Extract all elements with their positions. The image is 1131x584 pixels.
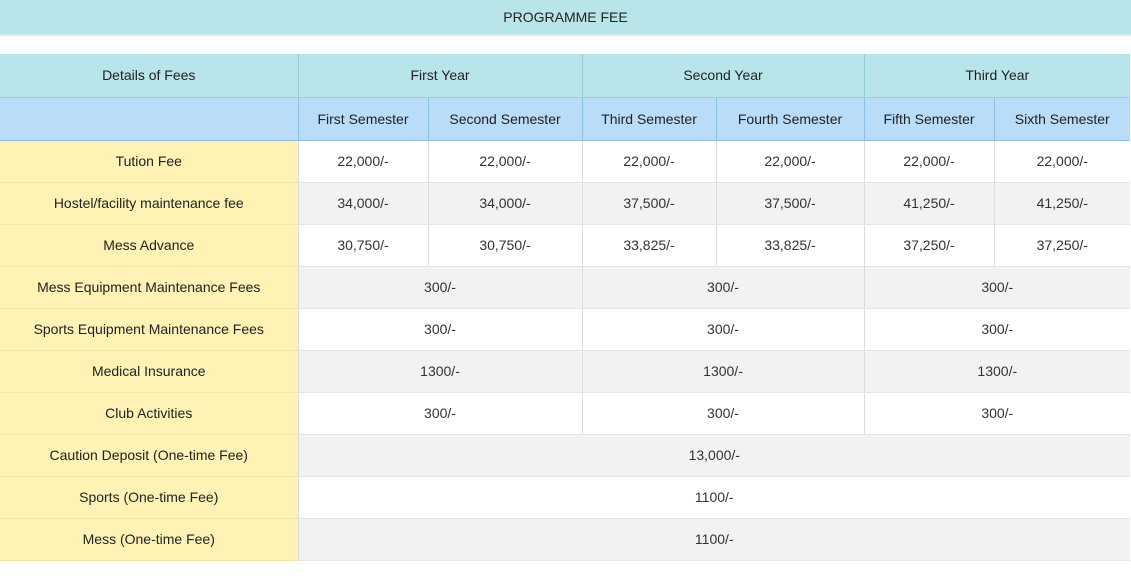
fee-cell: 34,000/- (428, 182, 582, 224)
row-label: Mess Equipment Maintenance Fees (0, 266, 298, 308)
tuition-fee-row (0, 140, 1130, 182)
fee-cell: 1300/- (298, 350, 582, 392)
row-label: Caution Deposit (One-time Fee) (0, 434, 298, 476)
fee-cell: 22,000/- (864, 140, 994, 182)
fee-cell: 22,000/- (716, 140, 864, 182)
fee-cell: 300/- (864, 266, 1130, 308)
third-year-header: Third Year (864, 54, 1130, 97)
third-semester-header: Third Semester (582, 97, 716, 140)
fee-cell: 37,250/- (994, 224, 1130, 266)
fee-cell: 300/- (582, 392, 864, 434)
fee-cell: 30,750/- (428, 224, 582, 266)
fee-cell: 1100/- (298, 518, 1130, 560)
row-label: Sports (One-time Fee) (0, 476, 298, 518)
fee-cell: 1300/- (864, 350, 1130, 392)
fee-cell: 33,825/- (716, 224, 864, 266)
mess-one-time-row (0, 518, 1130, 560)
sports-equipment-row (0, 308, 1130, 350)
fee-cell: 22,000/- (994, 140, 1130, 182)
programme-fee-title: PROGRAMME FEE (0, 0, 1131, 36)
details-of-fees-header: Details of Fees (0, 54, 298, 97)
programme-fee-table (0, 54, 1130, 561)
fee-cell: 22,000/- (428, 140, 582, 182)
second-year-header: Second Year (582, 54, 864, 97)
first-semester-header: First Semester (298, 97, 428, 140)
medical-insurance-row (0, 350, 1130, 392)
fee-cell: 33,825/- (582, 224, 716, 266)
fee-cell: 37,250/- (864, 224, 994, 266)
fee-cell: 13,000/- (298, 434, 1130, 476)
fee-cell: 300/- (864, 392, 1130, 434)
second-semester-header: Second Semester (428, 97, 582, 140)
fee-cell: 41,250/- (994, 182, 1130, 224)
row-label: Club Activities (0, 392, 298, 434)
mess-equipment-row (0, 266, 1130, 308)
fee-cell: 37,500/- (716, 182, 864, 224)
row-label: Tution Fee (0, 140, 298, 182)
fee-cell: 300/- (582, 266, 864, 308)
fee-cell: 300/- (298, 266, 582, 308)
mess-advance-row (0, 224, 1130, 266)
fee-cell: 41,250/- (864, 182, 994, 224)
row-label: Medical Insurance (0, 350, 298, 392)
fifth-semester-header: Fifth Semester (864, 97, 994, 140)
row-label: Mess (One-time Fee) (0, 518, 298, 560)
empty-header-cell (0, 97, 298, 140)
fee-cell: 22,000/- (298, 140, 428, 182)
row-label: Sports Equipment Maintenance Fees (0, 308, 298, 350)
fee-cell: 300/- (582, 308, 864, 350)
club-activities-row (0, 392, 1130, 434)
fee-cell: 22,000/- (582, 140, 716, 182)
fee-cell: 34,000/- (298, 182, 428, 224)
sixth-semester-header: Sixth Semester (994, 97, 1130, 140)
fee-cell: 37,500/- (582, 182, 716, 224)
caution-deposit-row (0, 434, 1130, 476)
row-label: Mess Advance (0, 224, 298, 266)
semester-header-row (0, 97, 1130, 140)
fee-cell: 1100/- (298, 476, 1130, 518)
sports-one-time-row (0, 476, 1130, 518)
fee-cell: 300/- (864, 308, 1130, 350)
fee-cell: 300/- (298, 308, 582, 350)
fee-cell: 1300/- (582, 350, 864, 392)
fee-cell: 30,750/- (298, 224, 428, 266)
row-label: Hostel/facility maintenance fee (0, 182, 298, 224)
hostel-fee-row (0, 182, 1130, 224)
year-header-row (0, 54, 1130, 97)
fee-cell: 300/- (298, 392, 582, 434)
first-year-header: First Year (298, 54, 582, 97)
fourth-semester-header: Fourth Semester (716, 97, 864, 140)
